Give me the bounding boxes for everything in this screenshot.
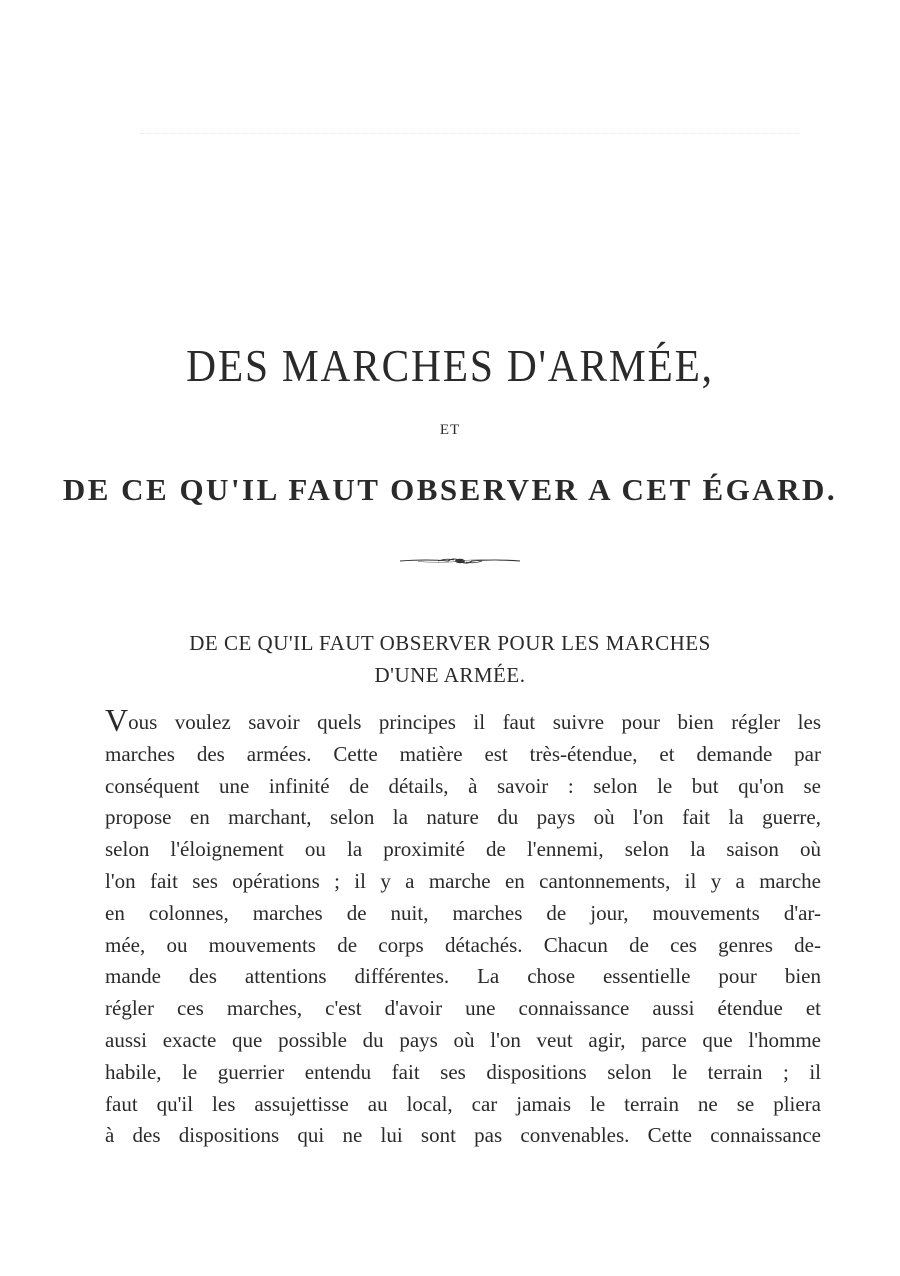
body-paragraph (105, 702, 821, 1152)
text-line: selon l'éloignement ou la proximité de l'ennemi, selon la saison où (105, 837, 821, 862)
text-line: conséquent une infinité de détails, à savoir : selon le but qu'on se (105, 773, 821, 798)
text-line (105, 702, 821, 739)
flourish-ornament-icon (398, 553, 522, 569)
top-faint-rule (140, 133, 800, 134)
main-title: DES MARCHES D'ARMÉE, (186, 340, 714, 391)
text-line-content: ous voulez savoir quels principes il faut suivre pour bien régler les (128, 710, 821, 734)
section-heading (120, 627, 780, 691)
text-line: marches des armées. Cette matière est très-étendue, et demande par (105, 741, 821, 766)
text-line: l'on fait ses opérations ; il y a marche en cantonnements, il y a marche (105, 868, 821, 893)
text-line: régler ces marches, c'est d'avoir une connaissance aussi étendue et (105, 996, 821, 1021)
title-connector: ET (439, 422, 461, 438)
text-line: mée, ou mouvements de corps détachés. Chacun de ces genres de- (105, 932, 821, 957)
text-line: habile, le guerrier entendu fait ses dispositions selon le terrain ; il (105, 1059, 821, 1084)
text-line: propose en marchant, selon la nature du pays où l'on fait la guerre, (105, 805, 821, 830)
text-line: en colonnes, marches de nuit, marches de jour, mouvements d'ar- (105, 900, 821, 925)
text-line: faut qu'il les assujettisse au local, car jamais le terrain ne se pliera (105, 1091, 821, 1116)
sub-title: DE CE QU'IL FAUT OBSERVER A CET ÉGARD. (62, 472, 838, 507)
text-line: aussi exacte que possible du pays où l'on veut agir, parce que l'homme (105, 1027, 821, 1052)
text-line: mande des attentions différentes. La chose essentielle pour bien (105, 964, 821, 989)
drop-initial: V (105, 702, 129, 738)
section-heading-line-1: DE CE QU'IL FAUT OBSERVER POUR LES MARCHES (189, 631, 711, 655)
text-line: à des dispositions qui ne lui sont pas convenables. Cette connaissance (105, 1123, 821, 1148)
section-heading-line-2: D'UNE ARMÉE. (374, 663, 526, 687)
